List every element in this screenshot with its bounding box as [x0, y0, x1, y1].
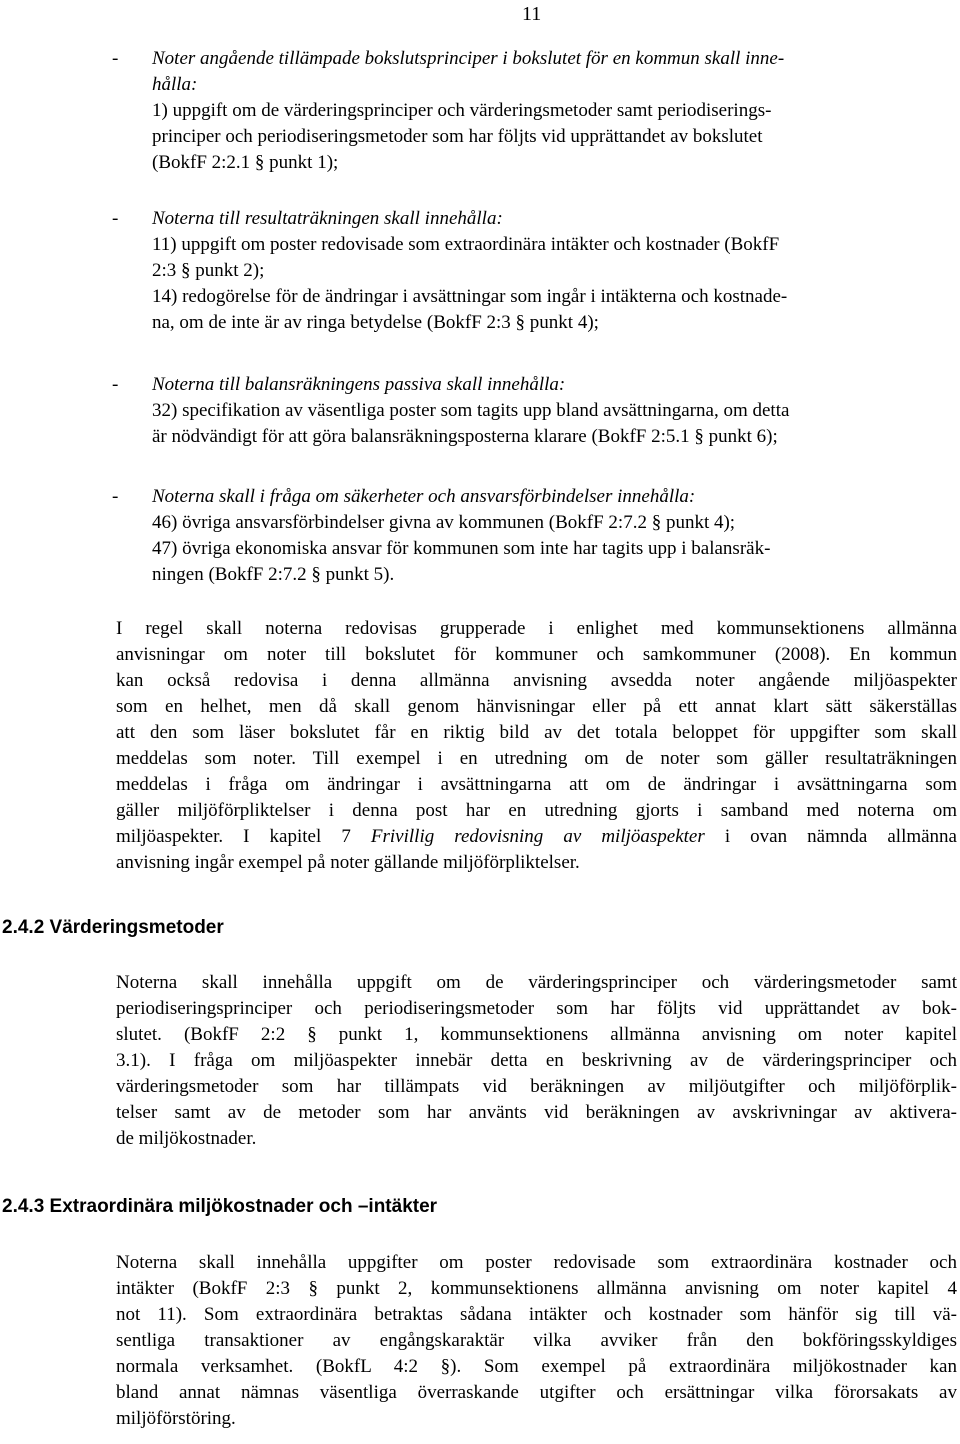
- publication-title: Frivillig redovisning av miljöaspekter: [370, 826, 705, 847]
- list-line: 14) redogörelse för de ändringar i avsättningar som ingår i intäkterna och kostnade-: [152, 286, 788, 307]
- list-heading: Noterna till balansräkningens passiva skall innehålla:: [152, 374, 566, 395]
- list-line: 46) övriga ansvarsförbindelser givna av kommunen (BokfF 2:7.2 § punkt 4);: [152, 512, 736, 533]
- paragraph-line: normala verksamhet. (BokfL 4:2 §). Som exempel på extraordinära miljökostnader kan: [116, 1356, 957, 1377]
- list-line: är nödvändigt för att göra balansräkningsposterna klarare (BokfF 2:5.1 § punkt 6);: [152, 426, 778, 447]
- paragraph-line: Noterna skall innehålla uppgifter om poster redovisade som extraordinära kostnader och: [116, 1252, 957, 1273]
- list-block-accounting-principles: [112, 46, 958, 176]
- list-heading: Noter angående tillämpade bokslutsprinciper i bokslutet för en kommun skall inne-: [152, 48, 785, 69]
- paragraph-line: anvisning ingår exempel på noter gällande miljöförpliktelser.: [116, 852, 580, 873]
- paragraph-line: bland annat nämnas väsentliga överraskande utgifter och ersättningar vilka förorsakats av: [116, 1382, 957, 1403]
- paragraph-line: anvisningar om noter till bokslutet för kommuner och samkommuner (2008). En kommun: [116, 644, 957, 665]
- paragraph-line: gäller miljöförpliktelser i denna post har en utredning gjorts i samband med noterna om: [116, 800, 957, 821]
- paragraph-line: Noterna skall innehålla uppgift om de värderingsprinciper och värderingsmetoder samt: [116, 972, 957, 993]
- paragraph-line: kan också redovisa i denna allmänna anvisning avsedda noter angående miljöaspekter: [116, 670, 957, 691]
- paragraph-extraordinary-costs: [116, 1250, 957, 1432]
- paragraph-line-with-title: [116, 824, 957, 850]
- paragraph-line: sentliga transaktioner av engångskaraktär vilka avviker från den bokföringsskyldiges: [116, 1330, 957, 1351]
- list-block-income-statement: [112, 206, 958, 336]
- paragraph-line: intäkter (BokfF 2:3 § punkt 2, kommunsektionens allmänna anvisning om noter kapitel 4: [116, 1278, 957, 1299]
- list-line: principer och periodiseringsmetoder som har följts vid upprättandet av bokslutet: [152, 126, 763, 147]
- list-line: 47) övriga ekonomiska ansvar för kommunen som inte har tagits upp i balansräk-: [152, 538, 771, 559]
- section-heading-2-4-3: 2.4.3 Extraordinära miljökostnader och –intäkter: [2, 1196, 438, 1217]
- list-line: 1) uppgift om de värderingsprinciper och värderingsmetoder samt periodiserings-: [152, 100, 772, 121]
- list-block-securities-commitments: [112, 484, 958, 588]
- paragraph-line: de miljökostnader.: [116, 1128, 257, 1149]
- page-number: 11: [522, 3, 542, 25]
- list-dash: -: [112, 374, 119, 395]
- paragraph-line: att den som läser bokslutet får en riktig bild av det totala beloppet för uppgifter som skall: [116, 722, 957, 743]
- list-dash: -: [112, 48, 119, 69]
- list-dash: -: [112, 486, 119, 507]
- paragraph-line: not 11). Som extraordinära betraktas sådana intäkter och kostnader som hänför sig till vä-: [116, 1304, 957, 1325]
- list-line: 32) specifikation av väsentliga poster som tagits upp bland avsättningarna, om detta: [152, 400, 790, 421]
- list-line: na, om de inte är av ringa betydelse (BokfF 2:3 § punkt 4);: [152, 312, 599, 333]
- list-heading: Noterna till resultaträkningen skall innehålla:: [152, 208, 503, 229]
- paragraph-line: I regel skall noterna redovisas grupperade i enlighet med kommunsektionens allmänna: [116, 618, 957, 639]
- list-dash: -: [112, 208, 119, 229]
- line-text: miljöaspekter. I kapitel 7: [116, 826, 371, 847]
- list-line: (BokfF 2:2.1 § punkt 1);: [152, 152, 339, 173]
- list-block-balance-liabilities: [112, 372, 958, 450]
- paragraph-line: telser samt av de metoder som har använts vid beräkningen av avskrivningar av aktivera-: [116, 1102, 957, 1123]
- list-heading: Noterna skall i fråga om säkerheter och ansvarsförbindelser innehålla:: [152, 486, 696, 507]
- paragraph-line: meddelas som noter. Till exempel i en utredning om de noter som gäller resultaträkningen: [116, 748, 957, 769]
- paragraph-notes-grouping: [116, 616, 957, 876]
- section-heading-2-4-2: 2.4.2 Värderingsmetoder: [2, 917, 224, 938]
- paragraph-line: miljöförstöring.: [116, 1408, 236, 1429]
- paragraph-valuation-methods: [116, 970, 957, 1152]
- paragraph-line: meddelas i fråga om ändringar i avsättningarna att om de ändringar i avsättningarna som: [116, 774, 957, 795]
- paragraph-line: värderingsmetoder som har tillämpats vid beräkningen av miljöutgifter och miljöförplik-: [116, 1076, 957, 1097]
- paragraph-line: 3.1). I fråga om miljöaspekter innebär detta en beskrivning av de värderingsprinciper och: [116, 1050, 957, 1071]
- paragraph-line: periodiseringsprinciper och periodiseringsmetoder som har följts vid upprättandet av bok-: [116, 998, 957, 1019]
- line-text: i ovan nämnda allmänna: [704, 826, 957, 847]
- list-line: ningen (BokfF 2:7.2 § punkt 5).: [152, 564, 395, 585]
- list-line: 2:3 § punkt 2);: [152, 260, 265, 281]
- list-heading-continued: hålla:: [152, 74, 198, 95]
- list-line: 11) uppgift om poster redovisade som extraordinära intäkter och kostnader (BokfF: [152, 234, 780, 255]
- paragraph-line: slutet. (BokfF 2:2 § punkt 1, kommunsektionens allmänna anvisning om noter kapitel: [116, 1024, 957, 1045]
- paragraph-line: som en helhet, men då skall genom hänvisningar eller på ett annat klart sätt säkerställas: [116, 696, 957, 717]
